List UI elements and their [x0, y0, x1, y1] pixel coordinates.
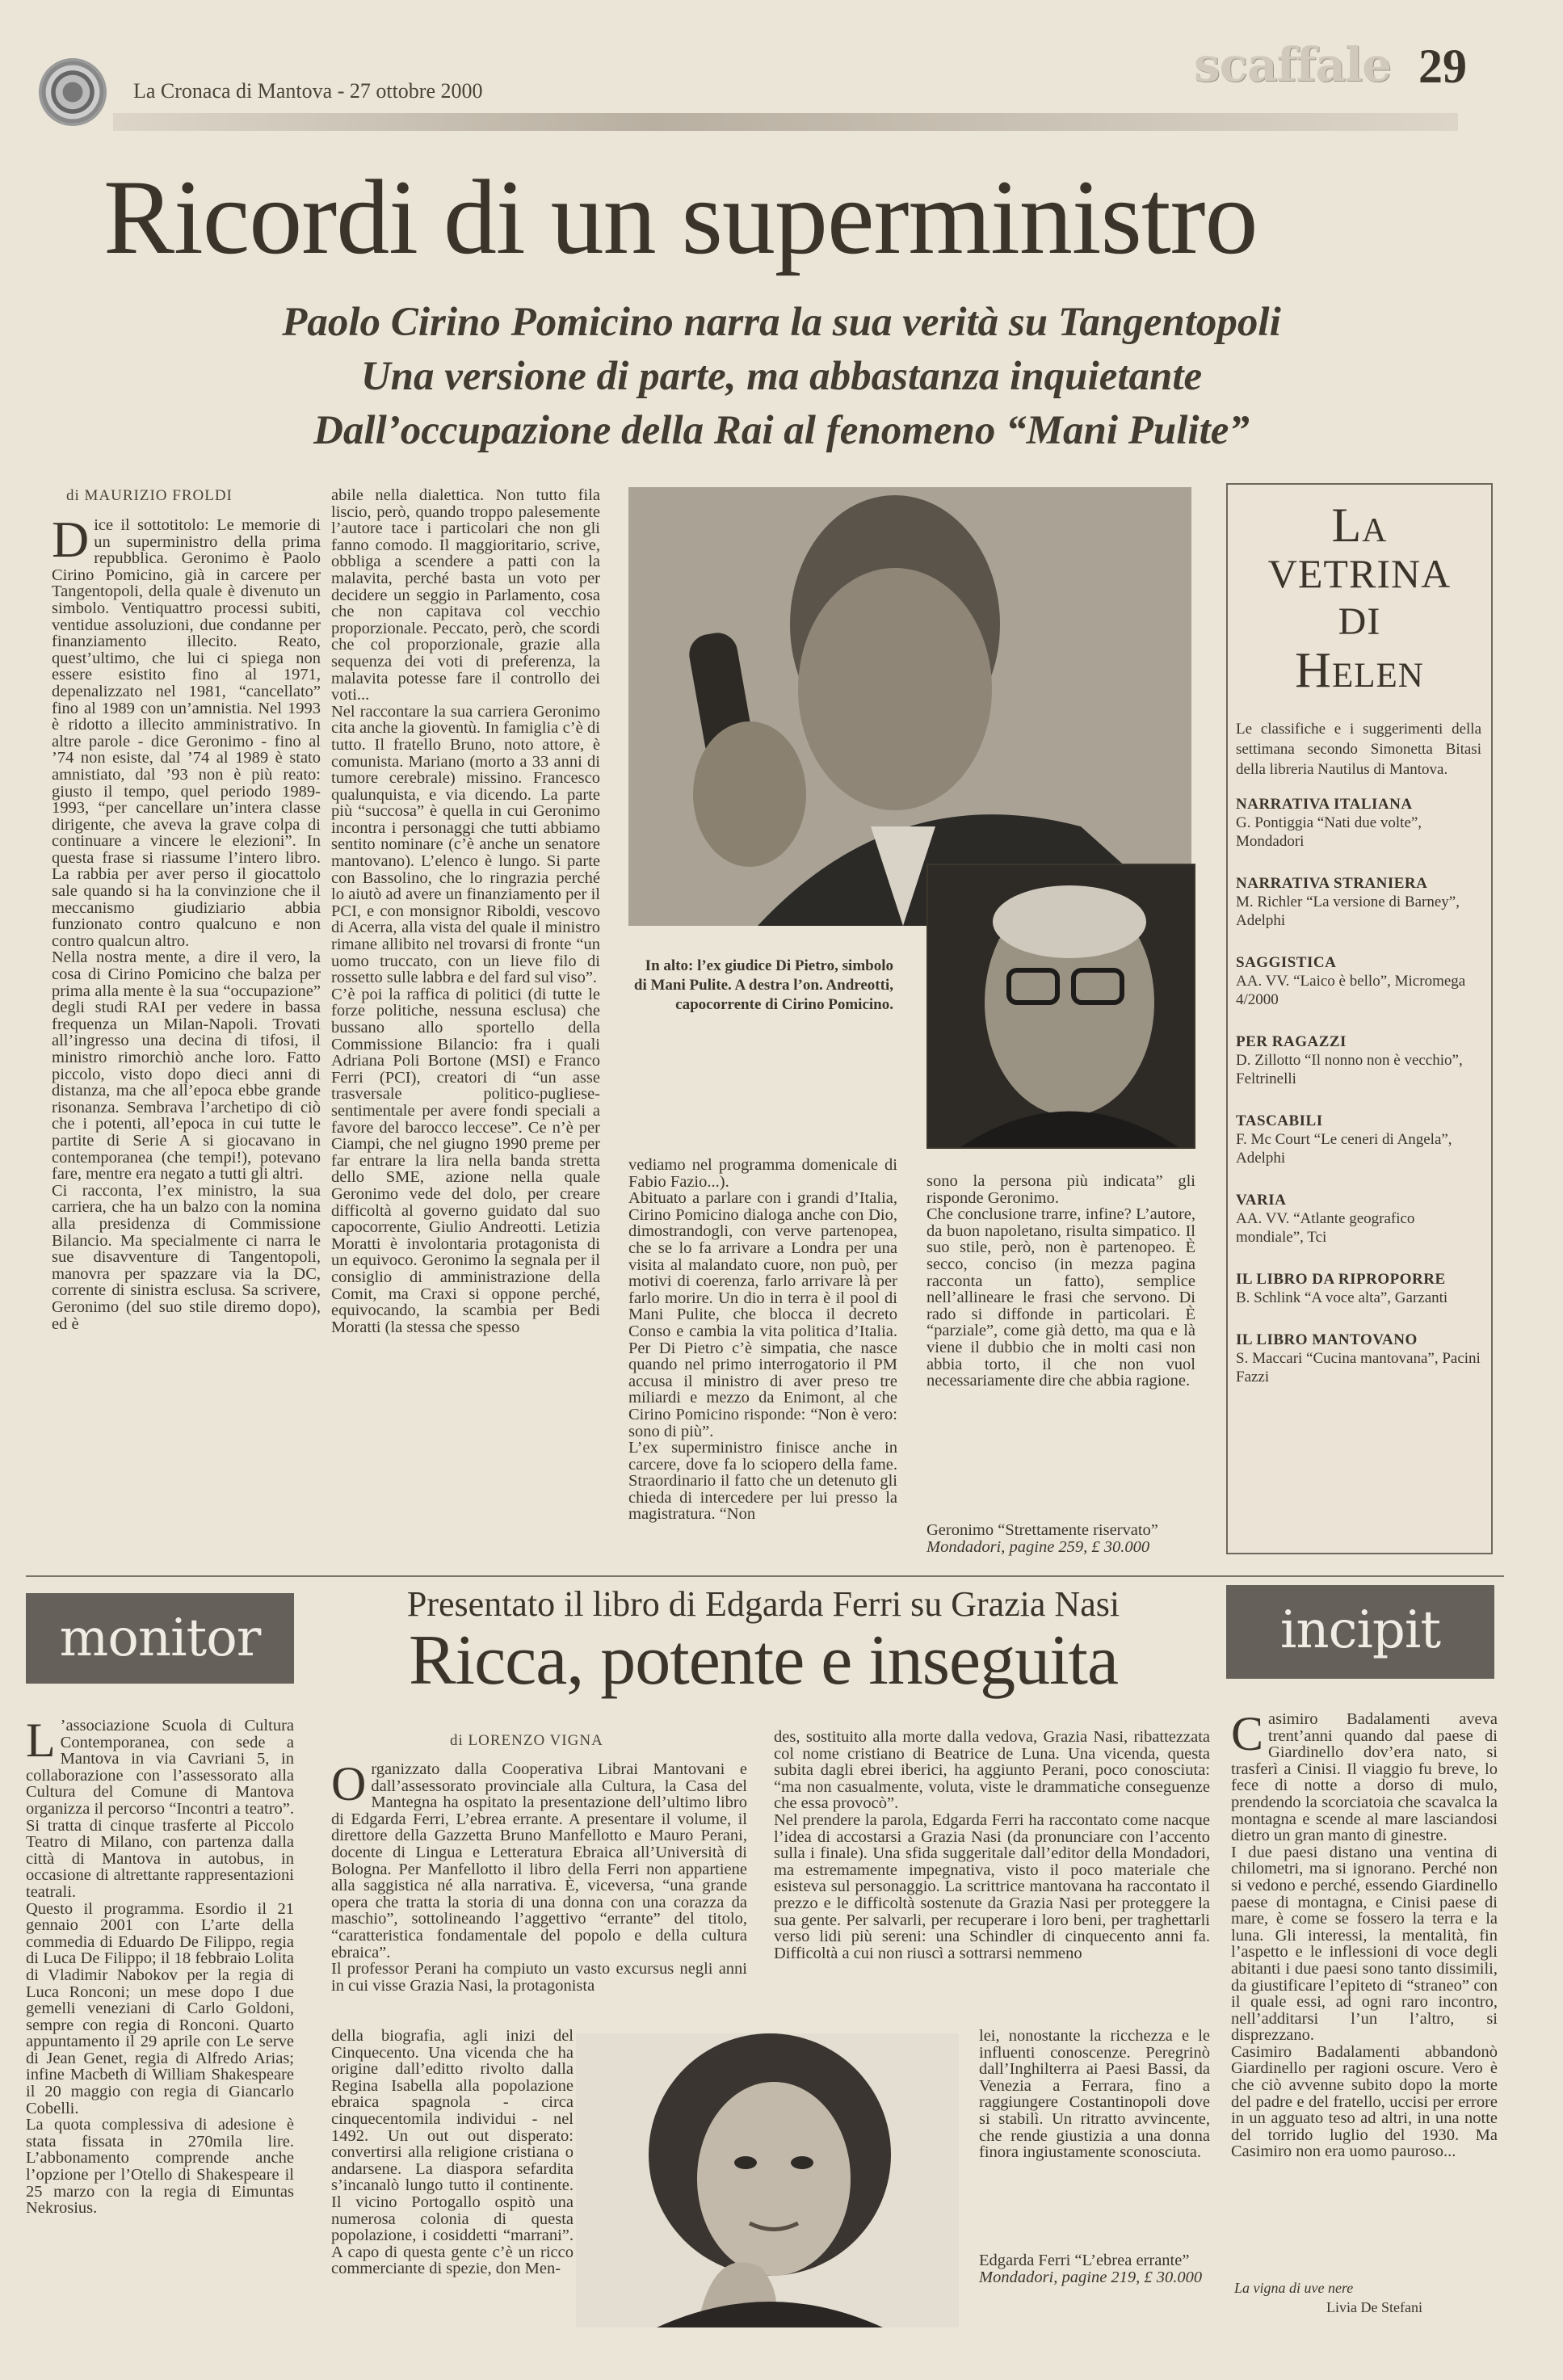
column-text: vediamo nel programma domenicale di Fabio Fazio...). Abituato a parlare con i grandi d’Italia, Cirino Pomicino dialoga anche con Dio, dimostrandogli, con verve partenopea, che se lo fa arrivare a Londra per una visita al malandato cuore, non può, per motivi di coerenza, farlo arrivare là per farlo morire. Un dio in terra è il pool di Mani Pulite, che blocca il decreto Conso e cambia la vita politica d’Italia. Per Di Pietro c’è simpatia, che nasce quando nel primo interrogatorio il PM accusa il ministro di aver preso tre miliardi e mezzo da Enimont, al che Cirino Pomicino risponde: “Non è vero: sono di più”. L’ex superministro finisce anche in carcere, dove fa lo sciopero della fame. Straordinario il fatto che un detenuto gli chieda di intercedere per lui presso la magistratura. “Non [628, 1157, 897, 1524]
helen-item-text: AA. VV. “Laico è bello”, Micromega 4/2000 [1236, 973, 1466, 1008]
drop-cap: L [26, 1718, 56, 1767]
main-article-column-2 [331, 487, 600, 1600]
edgarda-ferri-image [576, 2033, 959, 2327]
deck-line-2: Una versione di parte, ma abbastanza inquietante [360, 354, 1203, 399]
helen-item [1236, 1192, 1483, 1247]
column-text: lei, nonostante la ricchezza e le influenti conoscenze. Peregrinò dall’Inghilterra ai Paesi Bassi, da Venezia a Ferrara, fino a raggiungere Costantinopoli dove si stabilì. Un ritratto avvincente, che rende giustizia a una donna finora ingiustamente sconosciuta. [979, 2028, 1210, 2162]
photo-di-pietro [628, 487, 1191, 926]
incipit-label: incipit [1226, 1585, 1494, 1679]
column-text: abile nella dialettica. Non tutto fila liscio, però, quando troppo palesemente l’autore tace i particolari che non gli fanno comodo. Il maggioritario, scrive, obbliga a scendere a patti con la malavita, perché basta un voto per decidere un seggio in Parlamento, cosa che non capitava col vecchio proporzionale. Peccato, però, che scordi che col proporzionale, grazie alla sequenza dei voti di preferenza, la malavita potesse fare il controllo dei voti... Nel raccontare la sua carriera Geronimo cita anche la gioventù. In famiglia c’è di tutto. Il fratello Bruno, noto attore, è comunista. Mariano (morto a 33 anni di tumore cerebrale) missino. Francesco qualunquista, e via dicendo. La parte più “succosa” è quella in cui Geronimo incontra i personaggi che tutti abbiamo sentito nominare (c’è anche un senatore mantovano). L’elenco è lungo. Si parte con Bassolino, che lo ringrazia perché lo aiutò ad avere un finanziamento per il PCI, e con monsignor Riboldi, vescovo di Acerra, alla vista del quale il ministro rimane allibito nel trovarsi di fronte “un uomo truccato, con un lieve filo di rossetto sulle labbra e del fard sul viso”. C’è poi la raffica di politici (di tutte le forze politiche, nessuna esclusa) che bussano allo sportello della Commissione Bilancio: fra i quali Adriana Poli Bortone (MSI) e Franco Ferri (PCI), creatori di “un asse trasversale politico-pugliese-sentimentale per avere fondi speciali a favore del barocco leccese”. Ce n’è per Ciampi, che nel giugno 1990 preme per far entrare la lira nella banda stretta dello SME, azione nella quale Geronimo vede del dolo, per creare difficoltà al governo guidato dal suo capocorrente, Giulio Andreotti. Letizia Moratti è involontaria protagonista di un equivoco. Geronimo la segnala per il consiglio di amministrazione della Comit, ma Craxi si oppone perché, equivocando, la scambia per Bedi Moratti (la stessa che spesso [331, 487, 600, 1336]
helen-item-heading: PER RAGAZZI [1236, 1033, 1347, 1050]
main-article-column-4 [926, 1173, 1195, 1496]
nasi-column-1-top [331, 1761, 747, 2028]
page-number: 29 [1418, 40, 1467, 93]
book-reference-title: Geronimo “Strettamente riservato” [926, 1521, 1158, 1539]
nasi-column-2-top [774, 1729, 1210, 2028]
book-reference-publisher: Mondadori, pagine 259, £ 30.000 [926, 1537, 1150, 1556]
helen-title [1228, 498, 1491, 698]
incipit-author: Livia De Stefani [1326, 2299, 1422, 2315]
helen-item [1236, 1271, 1483, 1307]
helen-list [1228, 796, 1491, 1386]
column-text: della biografia, agli inizi del Cinquecento. Una vicenda che ha origine dall’editto rivolto dalla Regina Isabella alla popolazione ebraica spagnola - circa cinquecentomila individui - nel 1492. Un out out disperato: convertirsi alla religione cristiana o andarsene. La diaspora sefardita s’incanalò lungo tutto il continente. Il vicino Portogallo ospitò una numerosa colonia di questa popolazione, i cosiddetti “marrani”. A capo di questa gente c’è un ricco commerciante di spezie, don Men- [331, 2028, 574, 2278]
helen-item [1236, 954, 1483, 1009]
deck-line-1: Paolo Cirino Pomicino narra la sua verità su Tangentopoli [282, 300, 1281, 345]
monitor-label: monitor [26, 1593, 294, 1684]
main-article-column-1 [52, 517, 321, 1600]
helen-item-heading: IL LIBRO MANTOVANO [1236, 1331, 1418, 1348]
helen-title-line-3: DI [1338, 600, 1381, 643]
incipit-source: La vigna di uve nere [1234, 2280, 1354, 2296]
helen-item [1236, 1112, 1483, 1167]
helen-item-text: G. Pontiggia “Nati due volte”, Mondadori [1236, 814, 1422, 850]
helen-item-heading: IL LIBRO DA RIPROPORRE [1236, 1271, 1446, 1288]
section-label: scaffale [1194, 37, 1391, 92]
main-byline: di MAURIZIO FROLDI [66, 487, 233, 504]
nasi-byline: di LORENZO VIGNA [450, 1732, 603, 1749]
helen-title-line-2: VETRINA [1267, 551, 1452, 596]
nasi-headline: Ricca, potente e inseguita [408, 1621, 1119, 1700]
drop-cap: C [1231, 1711, 1264, 1760]
column-text: sono la persona più indicata” gli risponde Geronimo. Che conclusione trarre, infine? L’autore, da buon napoletano, risulta simpatico. Il suo stile, però, non è partenopeo. È secco, conciso (in mezza pagina racconta un fatto), semplice nell’allineare le frasi che servono. Di rado si diffonde in particolari. È “parziale”, come già detto, ma qua e là viene il dubbio che in molti casi non abbia torto, il che non vuol necessariamente dire che abbia ragione. [926, 1173, 1195, 1390]
helen-item [1236, 1331, 1483, 1386]
deck-line-3: Dall’occupazione della Rai al fenomeno “Mani Pulite” [313, 408, 1250, 453]
photo-edgarda-ferri [576, 2033, 959, 2327]
header-rule [113, 113, 1458, 131]
helen-item-heading: NARRATIVA STRANIERA [1236, 875, 1428, 892]
helen-title-line-4: Helen [1295, 643, 1424, 698]
main-headline: Ricordi di un superministro [103, 158, 1258, 276]
main-article-column-3 [628, 1157, 897, 1600]
monitor-column [26, 1718, 294, 2356]
section-divider [26, 1575, 1504, 1577]
nasi-column-1-bottom [331, 2028, 574, 2351]
newspaper-logo [39, 58, 107, 126]
helen-item [1236, 1033, 1483, 1088]
nasi-kicker: Presentato il libro di Edgarda Ferri su Grazia Nasi [406, 1584, 1120, 1624]
helen-item-text: F. Mc Court “Le ceneri di Angela”, Adelphi [1236, 1131, 1452, 1167]
helen-title-line-1: La [1331, 498, 1388, 552]
helen-item [1236, 796, 1483, 851]
book-reference-publisher: Mondadori, pagine 219, £ 30.000 [979, 2268, 1203, 2286]
nasi-column-2-bottom [979, 2028, 1210, 2222]
book-reference-title: Edgarda Ferri “L’ebrea errante” [979, 2252, 1190, 2269]
helen-item-text: B. Schlink “A voce alta”, Garzanti [1236, 1289, 1448, 1306]
book-reference [926, 1522, 1195, 1555]
helen-intro: Le classifiche e i suggerimenti della settimana secondo Simonetta Bitasi della libreria Nautilus di Mantova. [1236, 721, 1481, 778]
drop-cap: O [331, 1761, 367, 1810]
helen-box [1226, 483, 1493, 1554]
photo-caption: In alto: l’ex giudice Di Pietro, simbolo di Mani Pulite. A destra l’on. Andreotti, capocorrente di Cirino Pomicino. [633, 957, 893, 1013]
helen-item-text: S. Maccari “Cucina mantovana”, Pacini Fazzi [1236, 1350, 1481, 1386]
helen-item-heading: VARIA [1236, 1192, 1287, 1209]
column-text: ice il sottotitolo: Le memorie di un superministro della prima repubblica. Geronimo è Paolo Cirino Pomicino, già in carcere per Tangentopoli, della quale è divenuto un simbolo. Ventiquattro processi subiti, ventidue assoluzioni, due condanne per finanziamento illecito. Reato, quest’ultimo, che lui ci spiega non essere esistito fino al 1971, depenalizzato nel 1981, “cancellato” fino al 1989 con un’amnistia. Nel 1993 è ridotto a illecito amministrativo. In altre parole - dice Geronimo - fino al ’74 non esiste, dal ’74 al 1989 è stato amnistiato, dal ’93 non è più reato: giusto il tempo, quel periodo 1989-1993, “per cancellare un’intera classe dirigente, che aveva la grave colpa di continuare a vincere le elezioni”. In questa frase si riassume l’intero libro. La rabbia per aver perso il giocattolo sale quando si ha la convinzione che il meccanismo giudiziario abbia funzionato contro qualcuno e non contro qualcun altro. Nella nostra mente, a dire il vero, la cosa di Cirino Pomicino che balza per prima alla mente è la sua “occupazione” degli studi RAI per vedere in bassa frequenza un Milan-Napoli. Trovati all’ingresso una decina di tifosi, il ministro rimorchiò anche loro. Fatto piccolo, visto dopo dieci anni di distanza, ma che all’epoca ebbe grande risonanza. Sembrava l’archetipo di ciò che i potenti, all’epoca in cui tutte le partite di Serie A si giocavano in contemporanea (che tempi!), potevano fare, mentre era negato a tutti gli altri. Ci racconta, l’ex ministro, la sua carriera, che ha un balzo con la nomina alla presidenza di Commissione Bilancio. Ma specialmente ci narra le sue disavventure di Tangentopoli, manovra per spazzare via la DC, corrente di sinistra esclusa. Sa scrivere, Geronimo (del suo stile diremo dopo), ed è [52, 517, 321, 1333]
publication-line: La Cronaca di Mantova - 27 ottobre 2000 [133, 79, 483, 103]
helen-item-heading: SAGGISTICA [1236, 954, 1337, 971]
helen-item [1236, 875, 1483, 930]
column-text: ’associazione Scuola di Cultura Contemporanea, con sede a Mantova in via Cavriani 5, in collaborazione con l’assessorato alla Cultura del Comune di Mantova organizza il percorso “Incontri a teatro”. Si tratta di cinque trasferte al Piccolo Teatro di Milano, con partenza dalla città di Mantova in autobus, in occasione di altrettante rappresentazioni teatrali. Questo il programma. Esordio il 21 gennaio 2001 con L’arte della commedia di Eduardo De Filippo, regia di Luca De Filippo; il 18 febbraio Lolita di Vladimir Nabokov per la regia di Luca Ronconi; un mese dopo I due gemelli veneziani di Carlo Goldoni, sempre con regia di Ronconi. Quarto appuntamento il 29 aprile con Le serve di Jean Genet, regia di Alfredo Arias; infine Macbeth di William Shakespeare il 20 maggio con regia di Giancarlo Cobelli. La quota complessiva di adesione è stata fissata in 270mila lire. L’abbonamento comprende anche l’opzione per l’Otello di Shakespeare il 25 marzo con la regia di Eimuntas Nekrosius. [26, 1718, 294, 2218]
photo-andreotti [926, 864, 1195, 1149]
column-text: rganizzato dalla Cooperativa Librai Mantovani e dall’assessorato provinciale alla Cultura, la Casa del Mantegna ha ospitato la presentazione dell’ultimo libro di Edgarda Ferri, L’ebrea errante. A presentare il volume, il direttore della Gazzetta Bruno Manfellotto e Mauro Perani, docente di Lingua e Letteratura Ebraica all’Università di Bologna. Per Manfellotto il libro della Ferri non appartiene alla saggistica né alla narrativa. È, viceversa, “una grande opera che tratta la storia di una donna con una corazza da maschio”, sottolineando l’aggettivo “errante” del titolo, “caratteristica fondamentale del popolo e della cultura ebraica”. Il professor Perani ha compiuto un vasto excursus negli anni in cui visse Grazia Nasi, la protagonista [331, 1761, 747, 1995]
column-text: des, sostituito alla morte dalla vedova, Grazia Nasi, ribattezzata col nome cristiano di Beatrice de Luna. Una vicenda, questa subita dagli ebrei iberici, ha aggiunto Perani, poco conosciuta: “ma non casualmente, voluta, viste le drammatiche conseguenze che essa provocò”. Nel prendere la parola, Edgarda Ferri ha raccontato come nacque l’idea di accostarsi a Grazia Nasi (da pronunciare con l’accento sulla i finale). Una sfida suggeritale dall’editor della Mondadori, ma estremamente impegnativa, visto il poco materiale che esisteva sul personaggio. La scrittrice mantovana ha raccontato il prezzo e le difficoltà sostenute da Grazia Nasi per proteggere la sua gente. Per salvarli, per recuperare i loro beni, per traghettarli verso lidi più sereni: una Schindler di cinquecento anni fa. Difficoltà a cui non riuscì a sottrarsi nemmeno [774, 1729, 1210, 1962]
helen-item-heading: TASCABILI [1236, 1112, 1323, 1129]
di-pietro-image [628, 487, 1191, 926]
helen-item-text: AA. VV. “Atlante geografico mondiale”, Tci [1236, 1210, 1415, 1246]
andreotti-image [928, 865, 1194, 1147]
incipit-column [1231, 1711, 1498, 2277]
drop-cap: D [52, 517, 90, 568]
helen-item-text: D. Zillotto “Il nonno non è vecchio”, Feltrinelli [1236, 1052, 1463, 1087]
helen-item-text: M. Richler “La versione di Barney”, Adelphi [1236, 894, 1460, 929]
helen-item-heading: NARRATIVA ITALIANA [1236, 796, 1413, 813]
nasi-book-reference [979, 2252, 1210, 2285]
column-text: asimiro Badalamenti aveva trent’anni quando dal paese di Giardinello dov’era nato, si trasferì a Cinisi. Il viaggio fu breve, lo fece di notte a dorso di mulo, prendendo la scorciatoia che scavalca la montagna e scende al mare lasciandosi dietro un gran manto di ginestre. I due paesi distano una ventina di chilometri, ma si ignorano. Perché non si vedono e perché, essendo Giardinello paese di montagna, e Cinisi paese di mare, è come se fossero la terra e la luna. Gli interessi, la mentalità, fin l’aspetto e le inflessioni di voce degli abitanti i due paesi sono tanto dissimili, da giustificare l’epiteto di “straneo” con il quale essi, ad ogni raro incontro, nell’additarsi l’un l’altro, si disprezzano. Casimiro Badalamenti abbandonò Giardinello per ragioni oscure. Vero è che ciò avvenne subito dopo la morte del padre e del fratello, uccisi per errore in un agguato teso ad altri, in una notte del torrido luglio del 1930. Ma Casimiro non era uomo pauroso... [1231, 1711, 1498, 2161]
